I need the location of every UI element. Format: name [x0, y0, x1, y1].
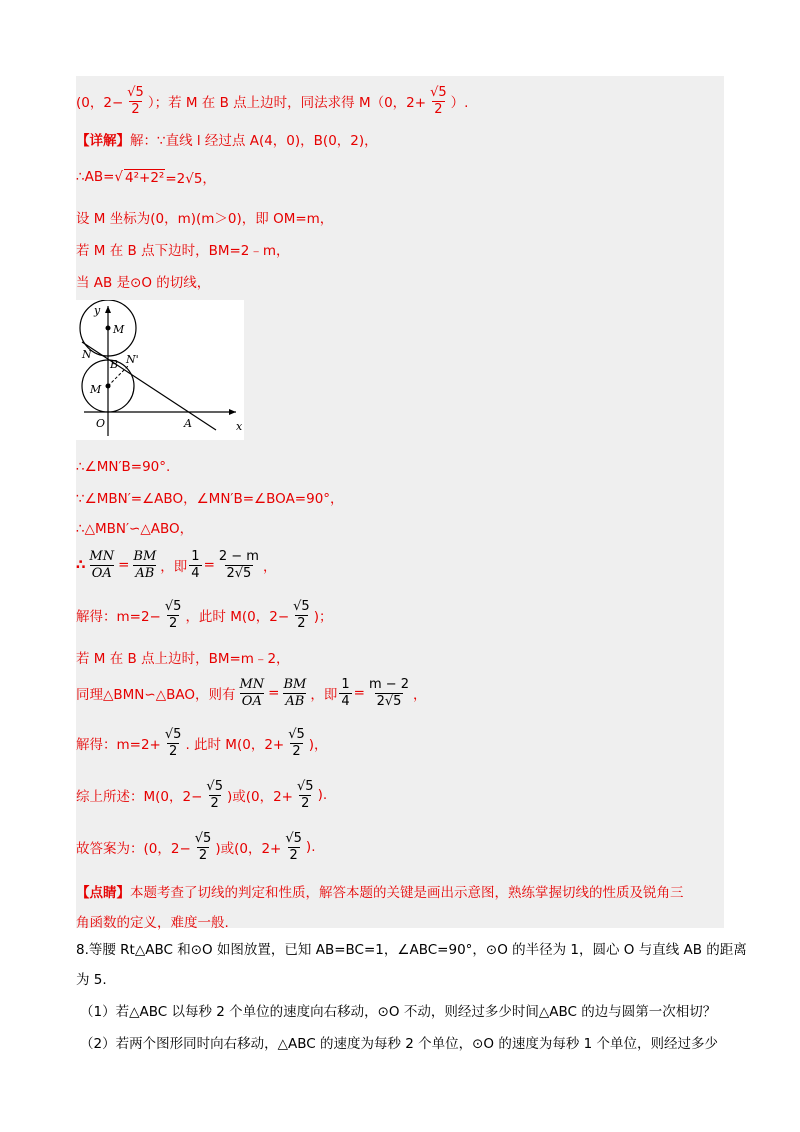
solve-line-2: 解得：m=2+ $\frac{√5}{2}$ . 此时 M(0，2+ $\frac{√5}{2}$ )， [76, 726, 328, 759]
fraction: $\frac{√5}{2}$ [164, 726, 182, 759]
fraction: $\frac{√5}{2}$ [164, 598, 182, 631]
label-a: A [184, 417, 192, 430]
question-8-line-2: 为 5. [76, 972, 107, 988]
ratio-line: ∴ $\frac{MN}{OA}$ = $\frac{BM}{AB}$ ，即 $\frac{1}{4}$ = $\frac{2 - m}{2√5}$ ， [76, 548, 277, 581]
comment-line-1: 【点睛】 本题考查了切线的判定和性质，解答本题的关键是画出示意图，熟练掌握切线的性质及锐角三 [76, 876, 684, 906]
text-line-continuation: (0，2− $\frac{√5}{2}$ ）；若 M 在 B 点上边时，同法求得 M（0，2+ $\frac{√5}{2}$ ）. [76, 84, 469, 117]
fraction: $\frac{m - 2}{2√5}$ [368, 676, 410, 709]
question-8-line-1: 8.等腰 Rt△ABC 和⊙O 如图放置，已知 AB=BC=1，∠ABC=90°，⊙O 的半径为 1，圆心 O 与直线 AB 的距离 [76, 942, 747, 958]
question-8-part-1: （1）若△ABC 以每秒 2 个单位的速度向右移动，⊙O 不动，则经过多少时间△ABC 的边与圆第一次相切？ [80, 1004, 717, 1020]
fraction: $\frac{1}{4}$ [191, 548, 200, 581]
solve-line-1: 解得：m=2− $\frac{√5}{2}$ ，此时 M(0，2− $\frac{√5}{2}$ )； [76, 598, 333, 631]
ratio-line-2: 同理△BMN∽△BAO，则有 $\frac{MN}{OA}$ = $\frac{BM}{AB}$ ，即 $\frac{1}{4}$ = $\frac{m - 2}{2√5}$ ， [76, 676, 427, 709]
above-case-line: 若 M 在 B 点上边时，BM=m﹣2， [76, 651, 290, 667]
fraction: $\frac{BM}{AB}$ [283, 676, 307, 709]
set-m-line: 设 M 坐标为(0，m)(m＞0)，即 OM=m， [76, 211, 334, 227]
below-case-line: 若 M 在 B 点下边时，BM=2﹣m， [76, 243, 290, 259]
fraction: $\frac{MN}{OA}$ [239, 676, 265, 709]
angle-line-1: ∴∠MN′B=90°. [76, 459, 171, 475]
fraction: $\frac{√5}{2}$ [127, 84, 144, 117]
fraction: $\frac{√5}{2}$ [206, 778, 223, 811]
ab-length-line: ∴AB= √ 4²+2² =2√5， [76, 169, 216, 187]
center-upper [106, 326, 111, 331]
fraction: $\frac{√5}{2}$ [293, 598, 310, 631]
comment-tag: 【点睛】 [76, 885, 130, 901]
fraction: $\frac{1}{4}$ [341, 676, 350, 709]
fraction: $\frac{2 - m}{2√5}$ [218, 548, 259, 581]
fraction: $\frac{BM}{AB}$ [133, 548, 157, 581]
fraction: $\frac{√5}{2}$ [194, 830, 212, 863]
fraction: $\frac{√5}{2}$ [285, 830, 302, 863]
comment-line-2: 角函数的定义，难度一般. [76, 915, 229, 931]
y-axis-arrow [105, 306, 111, 313]
fraction: $\frac{√5}{2}$ [297, 778, 314, 811]
fraction: $\frac{MN}{OA}$ [89, 548, 115, 581]
fraction: $\frac{√5}{2}$ [430, 84, 447, 117]
angle-line-2: ∵∠MBN′=∠ABO，∠MN′B=∠BOA=90°， [76, 491, 344, 507]
label-n: N [82, 348, 92, 361]
label-m-lower: M [90, 383, 102, 396]
summary-line: 综上所述：M(0，2− $\frac{√5}{2}$ )或(0，2+ $\frac{√5}{2}$ ). [76, 778, 328, 811]
label-b: B [110, 358, 119, 371]
label-m-upper: M [113, 323, 125, 336]
question-8-part-2: （2）若两个图形同时向右移动，△ABC 的速度为每秒 2 个单位，⊙O 的速度为每秒 1 个单位，则经过多少 [80, 1036, 719, 1052]
x-axis-arrow [229, 409, 236, 415]
detail-line: 【详解】 解：∵直线 l 经过点 A(4，0)，B(0，2)， [76, 124, 378, 154]
label-x: x [236, 420, 243, 433]
label-o: O [96, 417, 106, 430]
answer-line: 故答案为：(0，2− $\frac{√5}{2}$ )或(0，2+ $\frac{√5}{2}$ ). [76, 830, 316, 863]
geometry-figure [76, 300, 244, 440]
tangent-line: 当 AB 是⊙O 的切线， [76, 275, 211, 291]
similar-line: ∴△MBN′∽△ABO， [76, 521, 194, 537]
figure-svg [76, 300, 244, 440]
label-y: y [94, 304, 101, 317]
detail-tag: 【详解】 [76, 133, 130, 149]
label-n-prime: N' [126, 353, 139, 366]
fraction: $\frac{√5}{2}$ [288, 726, 305, 759]
